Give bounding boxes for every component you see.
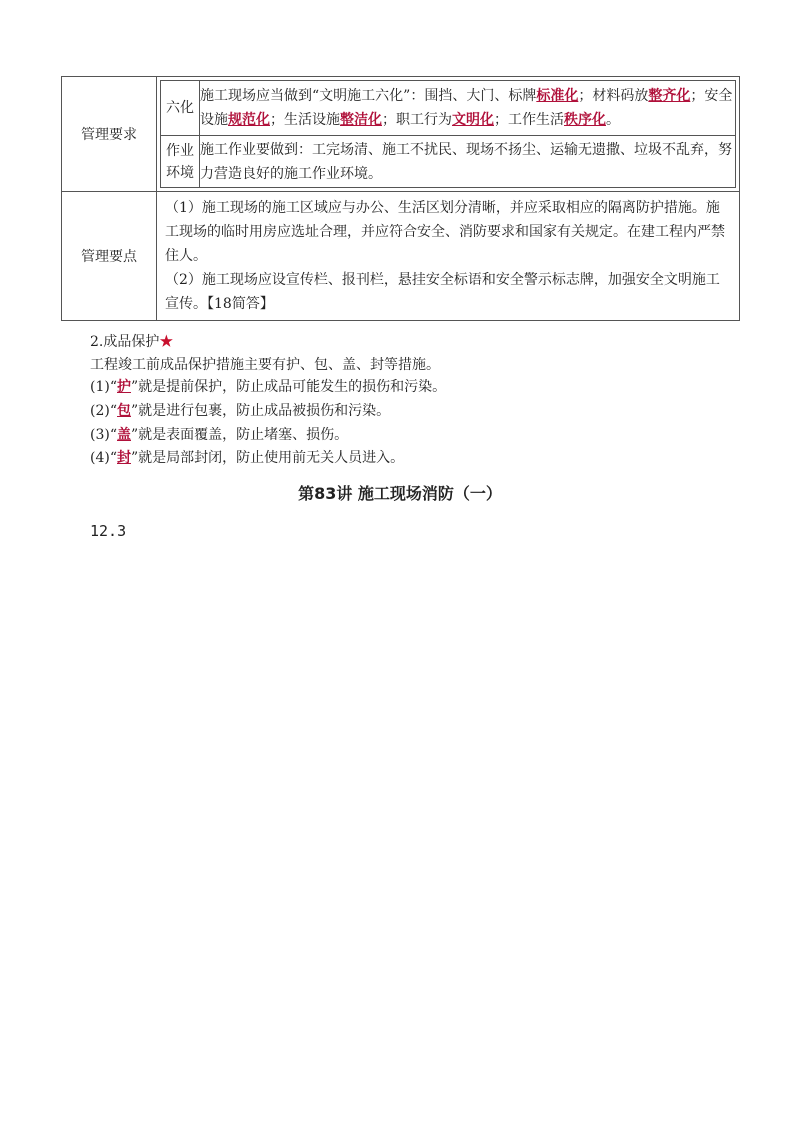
item-prefix: (1)“: [90, 379, 117, 395]
liuhua-text-part: ；材料码放: [578, 88, 649, 104]
section-title: [90, 332, 173, 352]
list-item: [90, 377, 446, 397]
liuhua-text-part: ；安全设施: [200, 88, 733, 128]
liuhua-label-text: 六化: [166, 100, 194, 116]
liuhua-label: [161, 81, 200, 136]
zuoye-label-line1: 作业: [166, 142, 194, 159]
item-key: 盖: [117, 427, 131, 443]
highlight-term: 标准化: [536, 88, 579, 104]
section-intro: 工程竣工前成品保护措施主要有护、包、盖、封等措施。: [90, 357, 440, 373]
liuhua-text-part: 施工现场应当做到“文明施工六化”：围挡、大门、标牌: [200, 88, 537, 104]
highlight-term: 整齐化: [648, 88, 691, 104]
management-points-text: 管理要点: [81, 249, 137, 265]
point-2: （2）施工现场应设宣传栏、报刊栏，悬挂安全标语和安全警示标志牌，加强安全文明施工宣传。【18简答】: [165, 272, 720, 312]
liuhua-text: [200, 81, 736, 136]
item-key: 封: [117, 450, 131, 466]
requirements-inner-table: [160, 80, 736, 188]
requirements-cell: [157, 77, 740, 192]
page-number: 12.3: [90, 522, 127, 540]
highlight-term: 秩序化: [564, 112, 606, 128]
item-key: 包: [117, 403, 131, 419]
item-prefix: (2)“: [90, 403, 117, 419]
list-item: [90, 448, 404, 468]
zuoye-label-line2: 环境: [166, 164, 194, 181]
liuhua-text-part: 。: [606, 112, 620, 128]
zuoye-text: 施工作业要做到：工完场清、施工不扰民、现场不扬尘、运输无遗撒、垃圾不乱弃，努力营造良好的施工作业环境。: [200, 136, 736, 188]
management-table: [61, 76, 740, 321]
list-item: [90, 401, 390, 421]
item-rest: ”就是进行包裹，防止成品被损伤和污染。: [131, 403, 391, 419]
item-prefix: (4)“: [90, 450, 117, 466]
lecture-heading: 第83讲 施工现场消防（一）: [298, 484, 502, 503]
highlight-term: 文明化: [452, 112, 494, 128]
management-requirements-text: 管理要求: [81, 127, 137, 143]
highlight-term: 整洁化: [340, 112, 382, 128]
item-rest: ”就是局部封闭，防止使用前无关人员进入。: [131, 450, 405, 466]
item-rest: ”就是提前保护，防止成品可能发生的损伤和污染。: [131, 379, 447, 395]
liuhua-text-part: ；工作生活: [494, 112, 564, 128]
highlight-term: 规范化: [228, 112, 270, 128]
management-points-label: [62, 192, 157, 321]
zuoye-label: [161, 136, 200, 188]
section-title-text: 2.成品保护: [90, 334, 160, 350]
management-requirements-label: [62, 77, 157, 192]
liuhua-text-part: ；职工行为: [382, 112, 452, 128]
item-key: 护: [117, 379, 131, 395]
star-icon: ★: [159, 334, 174, 350]
item-rest: ”就是表面覆盖，防止堵塞、损伤。: [131, 427, 349, 443]
item-prefix: (3)“: [90, 427, 117, 443]
management-points-content: [157, 192, 740, 321]
point-1: （1）施工现场的施工区域应与办公、生活区划分清晰，并应采取相应的隔离防护措施。施工现场的临时用房应选址合理，并应符合安全、消防要求和国家有关规定。在建工程内严禁住人。: [165, 200, 725, 264]
liuhua-text-part: ；生活设施: [270, 112, 340, 128]
list-item: [90, 425, 348, 445]
